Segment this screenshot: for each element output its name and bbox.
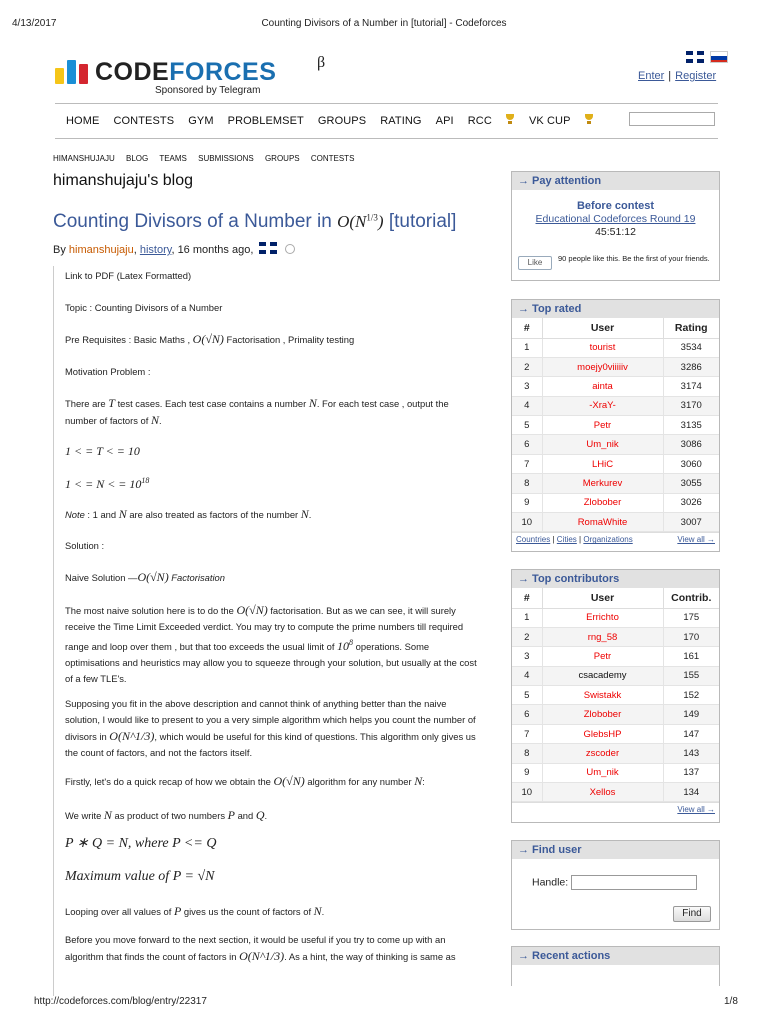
menu-rcc[interactable]: RCC	[468, 115, 515, 127]
naive-solution-heading: Naive Solution —O(√N) Factorisation	[65, 570, 225, 584]
user-link[interactable]: Merkurev	[542, 474, 663, 493]
logo-bars-icon	[55, 60, 89, 84]
contrib-cell: 143	[663, 744, 719, 763]
table-row	[512, 338, 719, 357]
print-date: 4/13/2017	[12, 18, 57, 29]
codeforces-logo[interactable]	[55, 54, 326, 98]
rating-cell: 3174	[663, 377, 719, 396]
user-link[interactable]: LHiC	[542, 454, 663, 473]
rank-cell: 4	[512, 396, 542, 415]
rank-cell: 6	[512, 435, 542, 454]
table-row	[512, 454, 719, 473]
contrib-cell: 134	[663, 783, 719, 802]
table-row	[512, 686, 719, 705]
paragraph-naive: The most naive solution here is to do the O(√N) factorisation. But as we can see, it will surely receive the Time Limit Exceeded verdict. You may try to compute the prime numbers till required range and loop over them , but that too exceeds the usual limit of $10^8$ operations. Some optimisations and heuristics may allow you to squeeze through your solution, but usually at the cost of a few TLE's.	[65, 603, 477, 684]
handle-label: Handle:	[532, 876, 569, 889]
table-row	[512, 724, 719, 743]
table-row	[512, 647, 719, 666]
rating-cell: 3135	[663, 416, 719, 435]
paragraph-recap: Firstly, let's do a quick recap of how we obtain the O(√N) algorithm for any number N:	[65, 774, 425, 788]
rank-cell: 3	[512, 647, 542, 666]
rank-cell: 2	[512, 357, 542, 376]
rank-cell: 3	[512, 377, 542, 396]
rank-cell: 7	[512, 724, 542, 743]
cities-link[interactable]: Cities	[556, 535, 577, 545]
rank-cell: 7	[512, 454, 542, 473]
submenu-contests[interactable]: CONTESTS	[310, 154, 355, 163]
paragraph-algorithm: Supposing you fit in the above description and cannot think of anything better than the naive solution, I would like to present to you a very simple algorithm which helps you count the number of divisors in O(N^1/3), which would be useful for this kind of questions. This algorithm only gives us the count of factors, and not the factors itself.	[65, 698, 476, 758]
pay-attention-box	[511, 171, 720, 281]
user-link[interactable]: rng_58	[542, 627, 663, 646]
menu-vkcup[interactable]: VK CUP	[529, 115, 594, 127]
user-link[interactable]: Zlobober	[542, 705, 663, 724]
table-row	[512, 513, 719, 532]
contrib-cell: 161	[663, 647, 719, 666]
table-row	[512, 357, 719, 376]
contrib-cell: 155	[663, 666, 719, 685]
submenu-blog[interactable]: BLOG	[126, 154, 149, 163]
blog-owner-heading: himanshujaju's blog	[53, 172, 194, 189]
find-button[interactable]: Find	[673, 906, 711, 922]
paragraph-looping: Looping over all values of P gives us the count of factors of N.	[65, 904, 325, 918]
user-link[interactable]: Xellos	[542, 783, 663, 802]
user-link[interactable]: RomaWhite	[542, 513, 663, 532]
contrib-cell: 149	[663, 705, 719, 724]
logo-text: CODEFORCES	[95, 58, 277, 86]
user-link[interactable]: tourist	[542, 338, 663, 357]
rank-cell: 6	[512, 705, 542, 724]
table-row	[512, 416, 719, 435]
menu-rating[interactable]: RATING	[380, 115, 422, 127]
menu-search-input[interactable]	[629, 112, 715, 126]
table-row	[512, 435, 719, 454]
column-header: #	[512, 318, 542, 338]
table-row	[512, 744, 719, 763]
column-header: Rating	[663, 318, 719, 338]
user-link[interactable]: csacademy	[542, 666, 663, 685]
like-text: 90 people like this. Be the first of your friends.	[558, 254, 710, 263]
rank-cell: 4	[512, 666, 542, 685]
rank-cell: 1	[512, 608, 542, 627]
rank-cell: 10	[512, 783, 542, 802]
pdf-link[interactable]: Link to PDF (Latex Formatted)	[65, 270, 192, 281]
language-flags	[683, 51, 728, 63]
column-header: User	[542, 318, 663, 338]
menu-home[interactable]: HOME	[66, 115, 100, 127]
menu-top-border	[55, 103, 718, 104]
solution-heading: Solution :	[65, 540, 105, 551]
column-header: User	[542, 588, 663, 608]
table-row	[512, 396, 719, 415]
paragraph-hint: Before you move forward to the next section, it would be useful if you try to come up with an algorithm that finds the count of factors in O(N^1/3). As a hint, the way of thinking is same as	[65, 934, 456, 963]
rating-cell: 3534	[663, 338, 719, 357]
rank-cell: 9	[512, 763, 542, 782]
contrib-cell: 152	[663, 686, 719, 705]
rating-cell: 3286	[663, 357, 719, 376]
rating-cell: 3170	[663, 396, 719, 415]
contrib-cell: 137	[663, 763, 719, 782]
print-page-number: 1/8	[724, 996, 738, 1007]
rank-cell: 5	[512, 686, 542, 705]
problem-statement: There are T test cases. Each test case contains a number N. For each test case , output the number of factors of N.	[65, 396, 449, 427]
user-link[interactable]: -XraY-	[542, 396, 663, 415]
menu-groups[interactable]: GROUPS	[317, 115, 367, 127]
table-row	[512, 763, 719, 782]
paragraph-product: We write N as product of two numbers P and Q.	[65, 808, 268, 822]
print-title: Counting Divisors of a Number in [tutorial] - Codeforces	[261, 18, 507, 29]
author-link[interactable]: himanshujaju	[68, 244, 134, 256]
constraint-n: 1 < = N < = $10^{18}$	[65, 476, 150, 491]
post-byline: By himanshujaju, history, 16 months ago,	[53, 242, 295, 256]
submenu-handle[interactable]: HIMANSHUJAJU	[53, 154, 115, 163]
table-row	[512, 608, 719, 627]
rank-cell: 8	[512, 474, 542, 493]
column-header: Contrib.	[663, 588, 719, 608]
table-row	[512, 474, 719, 493]
topic-line: Topic : Counting Divisors of a Number	[65, 302, 223, 313]
print-url: http://codeforces.com/blog/entry/22317	[34, 996, 207, 1007]
countdown-timer: 45:51:12	[595, 226, 636, 238]
user-link[interactable]: Zlobober	[542, 493, 663, 512]
register-link[interactable]: Register	[675, 70, 717, 82]
rating-cell: 3055	[663, 474, 719, 493]
top-rated-heading: → Top rated	[512, 300, 719, 318]
rank-cell: 1	[512, 338, 542, 357]
top-rated-table	[512, 318, 719, 532]
top-rated-box	[511, 299, 720, 552]
submenu-teams[interactable]: TEAMS	[159, 154, 187, 163]
organizations-link[interactable]: Organizations	[583, 535, 633, 545]
trophy-icon	[505, 114, 515, 125]
recent-actions-box	[511, 946, 720, 986]
submenu-submissions[interactable]: SUBMISSIONS	[198, 154, 254, 163]
submenu-groups[interactable]: GROUPS	[264, 154, 300, 163]
user-link[interactable]: Errichto	[542, 608, 663, 627]
user-link[interactable]: ainta	[542, 377, 663, 396]
contest-link[interactable]: Educational Codeforces Round 19	[535, 213, 696, 225]
table-row	[512, 627, 719, 646]
rank-cell: 2	[512, 627, 542, 646]
handle-input[interactable]	[571, 875, 697, 890]
english-flag-icon	[259, 242, 277, 254]
enter-link[interactable]: Enter	[638, 70, 665, 82]
contrib-cell: 147	[663, 724, 719, 743]
profile-submenu	[53, 154, 363, 163]
rank-cell: 10	[512, 513, 542, 532]
attachment-icon[interactable]	[282, 242, 296, 256]
find-user-heading: → Find user	[512, 841, 719, 859]
equation-pq: P ∗ Q = N, where P <= Q	[65, 836, 217, 851]
before-contest-label: Before contest	[576, 200, 655, 212]
column-header: #	[512, 588, 542, 608]
like-button[interactable]: Like	[518, 256, 552, 270]
table-row	[512, 705, 719, 724]
rank-cell: 5	[512, 416, 542, 435]
table-row	[512, 493, 719, 512]
trophy-icon	[584, 114, 594, 125]
rating-cell: 3007	[663, 513, 719, 532]
table-row	[512, 783, 719, 802]
rating-cell: 3086	[663, 435, 719, 454]
top-rated-footer: Countries | Cities | Organizations View all →	[512, 532, 719, 548]
constraint-t: 1 < = T < = 10	[65, 444, 140, 458]
main-menu	[66, 114, 605, 127]
note-line: Note : 1 and N are also treated as factors of the number N.	[65, 507, 312, 521]
history-link[interactable]: history	[139, 244, 172, 256]
user-link[interactable]: Swistakk	[542, 686, 663, 705]
contrib-cell: 175	[663, 608, 719, 627]
view-all-contributors-link[interactable]: View all →	[677, 805, 715, 815]
top-contributors-box	[511, 569, 720, 823]
find-user-box	[511, 840, 720, 930]
menu-problemset[interactable]: PROBLEMSET	[227, 115, 304, 127]
contrib-cell: 170	[663, 627, 719, 646]
logo-beta: β	[317, 54, 326, 71]
top-contributors-heading: → Top contributors	[512, 570, 719, 588]
motivation-heading: Motivation Problem :	[65, 366, 151, 377]
menu-contests[interactable]: CONTESTS	[113, 115, 175, 127]
handle-row	[512, 867, 719, 890]
user-link[interactable]: Petr	[542, 416, 663, 435]
menu-api[interactable]: API	[435, 115, 454, 127]
sponsor-text: Sponsored by Telegram	[155, 85, 261, 96]
recent-actions-heading: → Recent actions	[512, 947, 719, 965]
rating-cell: 3060	[663, 454, 719, 473]
table-row	[512, 377, 719, 396]
user-link[interactable]: zscoder	[542, 744, 663, 763]
view-all-rated-link[interactable]: View all →	[677, 535, 715, 545]
user-link[interactable]: Petr	[542, 647, 663, 666]
menu-gym[interactable]: GYM	[188, 115, 214, 127]
countries-link[interactable]: Countries	[516, 535, 551, 545]
rank-cell: 8	[512, 744, 542, 763]
top-contributors-table	[512, 588, 719, 802]
article-body	[53, 266, 477, 996]
rating-cell: 3026	[663, 493, 719, 512]
russian-flag-icon[interactable]	[710, 51, 728, 63]
pay-attention-heading: → Pay attention	[512, 172, 719, 190]
user-link[interactable]: moejy0viiiiiv	[542, 357, 663, 376]
rank-cell: 9	[512, 493, 542, 512]
user-link[interactable]: Um_nik	[542, 763, 663, 782]
user-link[interactable]: Um_nik	[542, 435, 663, 454]
user-link[interactable]: GlebsHP	[542, 724, 663, 743]
english-flag-icon[interactable]	[686, 51, 704, 63]
post-title[interactable]: Counting Divisors of a Number in $O(N^{1/3})$ [tutorial]	[53, 211, 457, 232]
top-contributors-footer	[512, 802, 719, 818]
menu-bottom-border	[55, 138, 718, 139]
prereq-line: Pre Requisites : Basic Maths , O(√N) Factorisation , Primality testing	[65, 332, 355, 346]
table-row	[512, 666, 719, 685]
auth-links: Enter | Register	[638, 70, 717, 82]
equation-max-p: Maximum value of P = √N	[65, 869, 215, 884]
title-math: $O(N^{1/3})$	[337, 212, 384, 231]
